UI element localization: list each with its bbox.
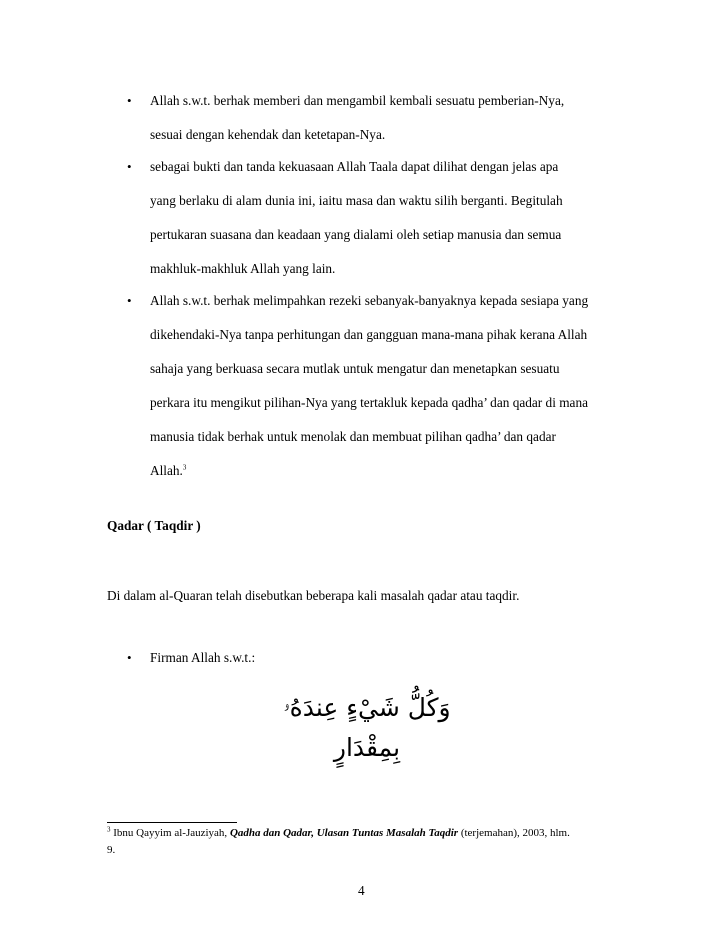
footnote-title: Qadha dan Qadar, Ulasan Tuntas Masalah Taqdir [229, 827, 459, 839]
bullet-item [150, 641, 628, 675]
bullet-marker: • [127, 650, 132, 665]
bullet-line: Allah s.w.t. berhak melimpahkan rezeki sebanyak-banyaknya kepada sesiapa yang [150, 293, 589, 308]
bullet-line-text: Allah. [150, 463, 183, 478]
bullet-marker: • [127, 159, 132, 174]
bullet-line: manusia tidak berhak untuk menolak dan membuat pilihan qadha’ dan qadar [150, 429, 556, 444]
bullet-line: sesuai dengan kehendak dan ketetapan-Nya. [150, 127, 386, 142]
bullet-line: pertukaran suasana dan keadaan yang dialami oleh setiap manusia dan semua [150, 227, 562, 242]
bullet-line: sebagai bukti dan tanda kekuasaan Allah Taala dapat dilihat dengan jelas apa [150, 159, 559, 174]
footnote-rest: (terjemahan), 2003, hlm. [460, 827, 570, 839]
bullet-line: sahaja yang berkuasa secara mutlak untuk mengatur dan menetapkan sesuatu [150, 361, 560, 376]
section-heading: Qadar ( Taqdir ) [107, 518, 201, 533]
bullet-marker: • [127, 293, 132, 308]
bullet-line: Firman Allah s.w.t.: [150, 650, 256, 665]
bullet-line: dikehendaki-Nya tanpa perhitungan dan gangguan mana-mana pihak kerana Allah [150, 327, 588, 342]
body-paragraph: Di dalam al-Quaran telah disebutkan beberapa kali masalah qadar atau taqdir. [107, 588, 520, 603]
footnote-number: 3 [107, 825, 111, 834]
bullet-line [150, 454, 628, 488]
bullet-item [150, 84, 628, 152]
bullet-item [150, 284, 628, 488]
footnote-author: Ibnu Qayyim al-Jauziyah, [113, 827, 228, 839]
bullet-line: yang berlaku di alam dunia ini, iaitu masa dan waktu silih berganti. Begitulah [150, 193, 563, 208]
footnote [107, 825, 627, 859]
bullet-line: perkara itu mengikut pilihan-Nya yang tertakluk kepada qadha’ dan qadar di mana [150, 395, 589, 410]
page-number: 4 [358, 883, 365, 898]
footnote-separator [107, 822, 237, 823]
bullet-line: makhluk-makhluk Allah yang lain. [150, 261, 336, 276]
footnote-continuation: 9. [107, 844, 116, 856]
footnote-reference[interactable]: 3 [182, 463, 187, 472]
arabic-verse: وَكُلُّ شَيْءٍ عِندَهُۥ بِمِقْدَارٍ [283, 693, 451, 762]
bullet-line: Allah s.w.t. berhak memberi dan mengambil kembali sesuatu pemberian-Nya, [150, 93, 565, 108]
bullet-item [150, 150, 628, 286]
bullet-marker: • [127, 93, 132, 108]
